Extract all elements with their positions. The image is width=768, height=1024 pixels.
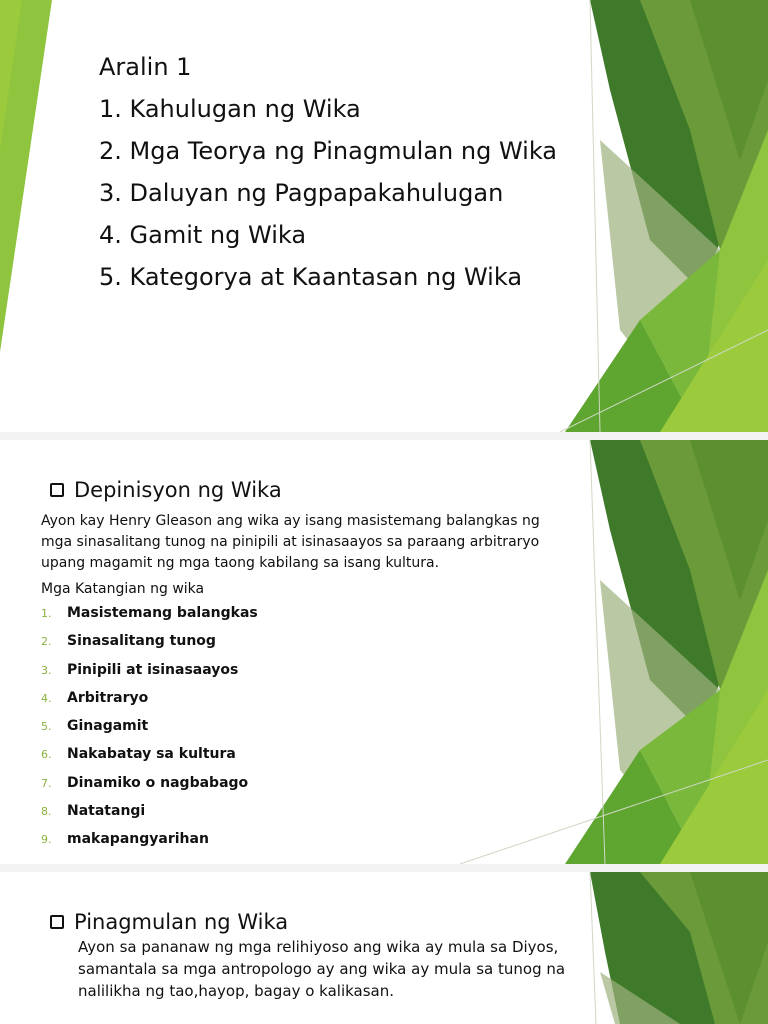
lesson-outline: [99, 50, 579, 302]
section-heading: [50, 910, 288, 934]
slide-1: [0, 0, 768, 432]
slide-2: [0, 440, 768, 864]
list-item: 8. Natatangi: [41, 803, 146, 820]
heading-text: Depinisyon ng Wika: [74, 478, 282, 502]
slide-divider: [0, 864, 768, 872]
list-item: 1. Masistemang balangkas: [41, 605, 258, 621]
characteristics-subheading: Mga Katangian ng wika: [41, 581, 205, 597]
outline-item: 2. Mga Teorya ng Pinagmulan ng Wika: [99, 137, 558, 165]
list-item: 5. Ginagamit: [41, 718, 149, 735]
origin-paragraph: Ayon sa pananaw ng mga relihiyoso ang wika ay mula sa Diyos, samantala sa mga antropologo ay ang wika ay mula sa tunog na nalilikha ng tao,hayop, bagay o kalikasan.: [78, 938, 566, 1000]
heading-text: Pinagmulan ng Wika: [74, 910, 289, 934]
list-item: 4. Arbitraryo: [41, 689, 149, 706]
slide-3: [0, 872, 768, 1024]
list-item: 3. Pinipili at isinasaayos: [41, 661, 239, 678]
outline-item: 4. Gamit ng Wika: [99, 221, 307, 249]
section-heading: [50, 478, 282, 502]
slide-divider: [0, 432, 768, 440]
definition-paragraph: Ayon kay Henry Gleason ang wika ay isang masistemang balangkas ng mga sinasalitang tunog na pinipili at isinasaayos sa paraang arbitraryo upang magamit ng mga taong kabilang sa isang kultura.: [41, 513, 540, 571]
list-item: 6. Nakabatay sa kultura: [41, 746, 236, 763]
list-item: 2. Sinasalitang tunog: [41, 633, 216, 650]
outline-item: 5. Kategorya at Kaantasan ng Wika: [99, 263, 523, 291]
outline-item: Aralin 1: [99, 53, 192, 81]
checkbox-bullet-icon: [50, 483, 64, 497]
checkbox-bullet-icon: [50, 915, 64, 929]
list-item: 9. makapangyarihan: [41, 831, 209, 848]
list-item: 7. Dinamiko o nagbabago: [41, 774, 249, 791]
outline-item: 1. Kahulugan ng Wika: [99, 95, 361, 123]
characteristics-list: [41, 605, 258, 860]
outline-item: 3. Daluyan ng Pagpapakahulugan: [99, 179, 504, 207]
